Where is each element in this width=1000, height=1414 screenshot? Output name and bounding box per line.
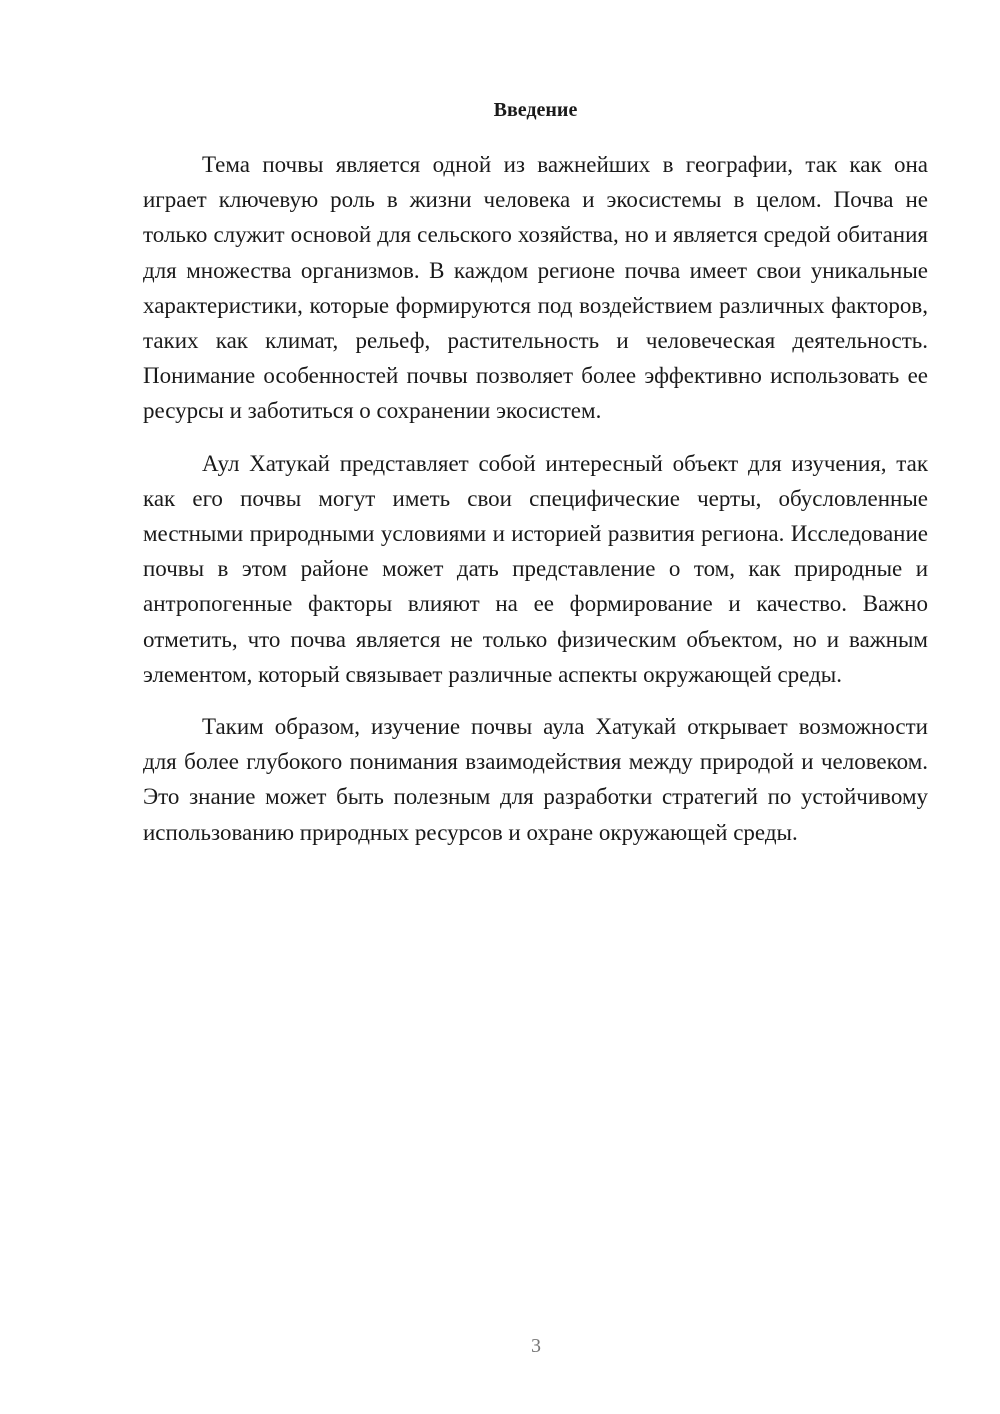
section-title: Введение [493, 99, 578, 121]
body-paragraph-2: Аул Хатукай представляет собой интересный объект для изучения, так как его почвы могут иметь свои специфические черты, обусловленные местными природными условиями и историей развития региона. Исследование почвы в этом районе может дать представление о том, как природные и антропогенные факторы влияют на ее формирование и качество. Важно отметить, что почва является не только физическим объектом, но и важным элементом, который связывает различные аспекты окружающей среды. [143, 450, 928, 687]
body-paragraph-3: Таким образом, изучение почвы аула Хатукай открывает возможности для более глубокого понимания взаимодействия между природой и человеком. Это знание может быть полезным для разработки стратегий по устойчивому использованию природных ресурсов и охране окружающей среды. [143, 714, 928, 845]
page-number: 3 [531, 1335, 541, 1357]
body-paragraph-1: Тема почвы является одной из важнейших в географии, так как она играет ключевую роль в жизни человека и экосистемы в целом. Почва не только служит основой для сельского хозяйства, но и является средой обитания для множества организмов. В каждом регионе почва имеет свои уникальные характеристики, которые формируются под воздействием различных факторов, таких как климат, рельеф, растительность и человеческая деятельность. Понимание особенностей почвы позволяет более эффективно использовать ее ресурсы и заботиться о сохранении экосистем. [143, 152, 928, 424]
page-content [143, 95, 928, 850]
